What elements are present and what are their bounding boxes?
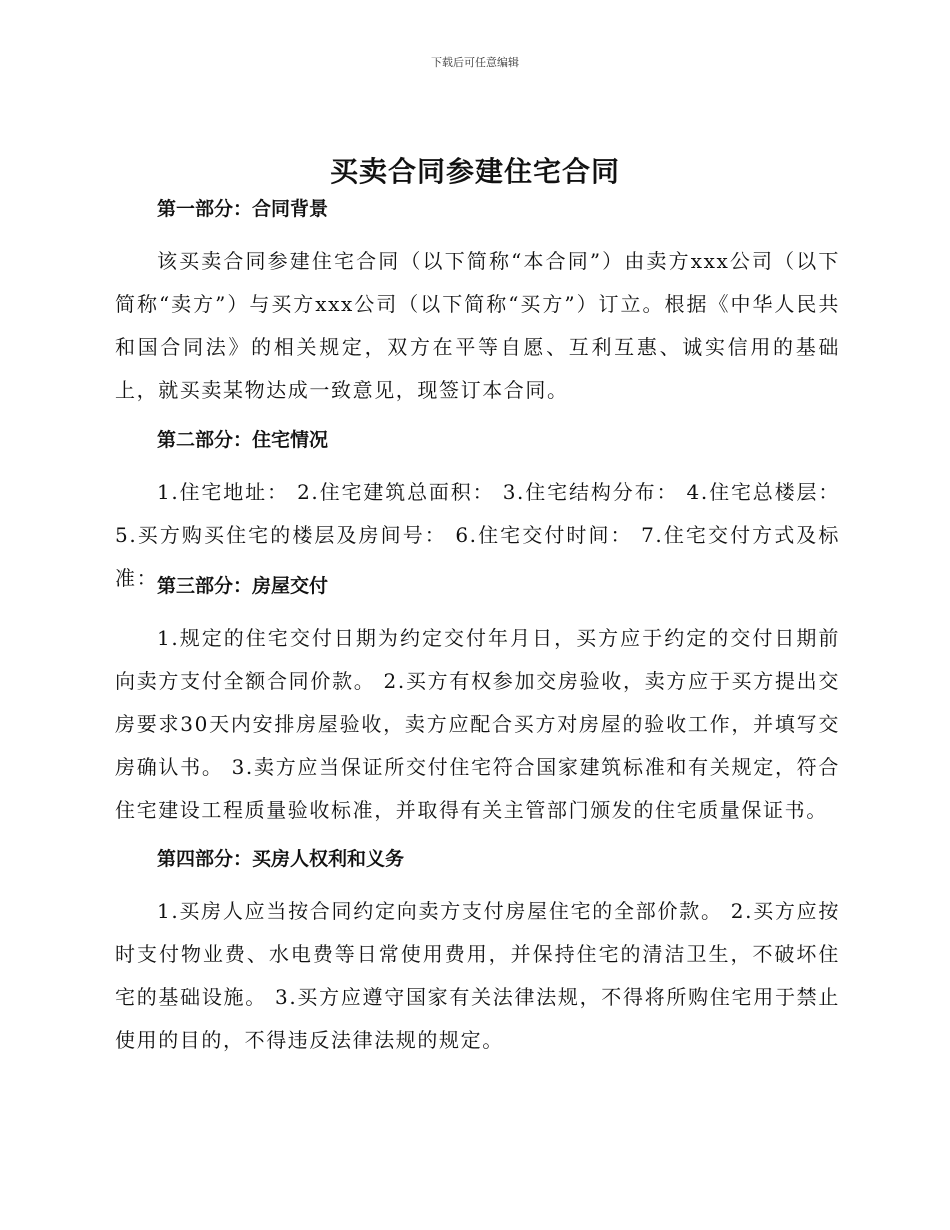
section-4-body-block [115,890,840,1062]
section-heading: 第四部分：买房人权利和义务 [157,848,405,870]
section-body: 1.住宅地址： 2.住宅建筑总面积： 3.住宅结构分布： 4.住宅总楼层： 5.买方购买住宅的楼层及房间号： 6.住宅交付时间： 7.住宅交付方式及标准： [115,480,840,590]
document-title: 买卖合同参建住宅合同 [329,155,620,188]
section-1-body-block [115,240,840,412]
header-note: 下载后可任意编辑 [431,56,519,69]
section-3 [115,573,840,599]
section-heading: 第二部分：住宅情况 [157,429,329,451]
section-4 [115,846,840,872]
section-1 [115,196,840,222]
section-heading: 第三部分：房屋交付 [157,575,329,597]
section-2 [115,427,840,453]
section-body: 该买卖合同参建住宅合同（以下简称“本合同”）由卖方xxx公司（以下简称“卖方”）与买方xxx公司（以下简称“买方”）订立。根据《中华人民共和国合同法》的相关规定，双方在平等自愿、互利互惠、诚实信用的基础上，就买卖某物达成一致意见，现签订本合同。 [115,249,840,402]
section-body: 1.买房人应当按合同约定向卖方支付房屋住宅的全部价款。 2.买方应按时支付物业费、水电费等日常使用费用，并保持住宅的清洁卫生，不破坏住宅的基础设施。 3.买方应遵守国家有关法律法规，不得将所购住宅用于禁止使用的目的，不得违反法律法规的规定。 [115,899,840,1052]
section-heading: 第一部分：合同背景 [157,198,329,220]
section-body: 1.规定的住宅交付日期为约定交付年月日，买方应于约定的交付日期前向卖方支付全额合同价款。 2.买方有权参加交房验收，卖方应于买方提出交房要求30天内安排房屋验收，卖方应配合买方对房屋的验收工作，并填写交房确认书。 3.卖方应当保证所交付住宅符合国家建筑标准和有关规定，符合住宅建设工程质量验收标准，并取得有关主管部门颁发的住宅质量保证书。 [115,626,840,822]
section-3-body-block [115,617,840,832]
